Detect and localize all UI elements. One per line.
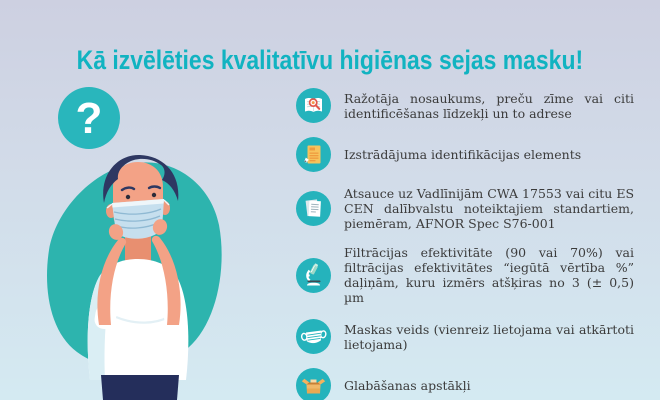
document-pen-icon (296, 137, 331, 172)
paper-sheets-icon (296, 191, 331, 226)
page-title: Kā izvēlēties kvalitatīvu higiēnas sejas masku! (76, 45, 584, 76)
mask-illustration (0, 75, 280, 400)
checklist-item-storage (296, 368, 634, 400)
checklist-item-text: Maskas veids (vienreiz lietojama vai atkārtoti lietojama) (344, 321, 634, 352)
question-mark: ? (75, 94, 103, 143)
book-magnifier-icon (296, 88, 331, 123)
checklist-item-filtration (296, 245, 634, 305)
pants (101, 375, 179, 400)
face-mask-icon (296, 319, 331, 354)
question-mark-circle (58, 87, 120, 149)
microscope-icon (296, 258, 331, 293)
left-eye (126, 195, 130, 199)
checklist-item-text: Ražotāja nosaukums, preču zīme vai citi identificēšanas līdzekļi un to adrese (344, 90, 634, 121)
open-box-icon (296, 368, 331, 400)
mask-criteria-list (296, 88, 634, 400)
checklist-item-text: Filtrācijas efektivitāte (90 vai 70%) vai filtrācijas efektivitātes “iegūtā vērtība %” daļiņām, kuru izmērs atšķiras no 3 (± 0,5) µm (344, 245, 634, 305)
checklist-item-identification (296, 137, 634, 172)
checklist-item-manufacturer (296, 88, 634, 123)
checklist-item-standards (296, 186, 634, 231)
right-eye (152, 193, 156, 197)
checklist-item-mask-type (296, 319, 634, 354)
checklist-item-text: Izstrādājuma identifikācijas elements (344, 147, 582, 162)
checklist-item-text: Atsauce uz Vadlīnijām CWA 17553 vai citu ES CEN dalībvalstu noteiktajiem standartiem, piemēram, AFNOR Spec S76-001 (344, 186, 635, 231)
man-adjusting-face-mask-graphic (0, 75, 280, 400)
checklist-item-text: Glabāšanas apstākļi (344, 378, 471, 393)
